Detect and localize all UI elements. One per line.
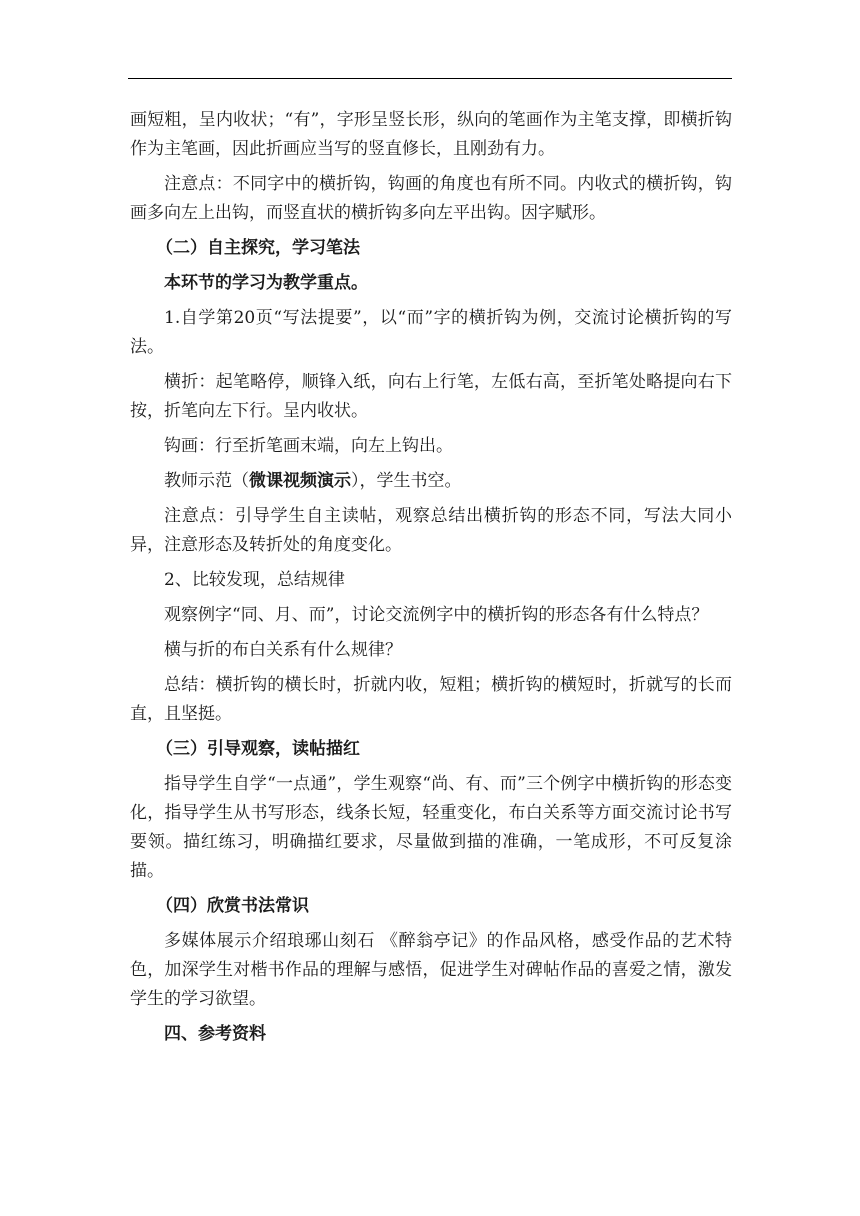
paragraph-multimedia: 多媒体展示介绍琅琊山刻石 《醉翁亭记》的作品风格，感受作品的艺术特色，加深学生对楷书作品的理解与感悟，促进学生对碑帖作品的喜爱之情，激发学生的学习欲望。 [130, 931, 732, 1009]
header-rule [128, 78, 732, 79]
paragraph-horizontal-fold: 横折：起笔略停，顺锋入纸，向右上行笔，左低右高，至折笔处略提向右下按，折笔向左下行。呈内收状。 [130, 372, 732, 421]
paragraph-guidance: 指导学生自学“一点通”，学生观察“尚、有、而”三个例字中横折钩的形态变化，指导学生从书写形态，线条长短，轻重变化，布白关系等方面交流讨论书写要领。描红练习，明确描红要求，尽量做到描的准确，一笔成形，不可反复涂描。 [130, 774, 732, 881]
paragraph-summary: 总结：横折钩的横长时，折就内收，短粗；横折钩的横短时，折就写的长而直，且坚挺。 [130, 675, 732, 724]
document-body [130, 106, 732, 1055]
paragraph-step-2: 2、比较发现，总结规律 [164, 570, 345, 590]
paragraph-key-point: 本环节的学习为教学重点。 [164, 273, 368, 293]
section-heading-references: 四、参考资料 [164, 1024, 266, 1044]
paragraph-observe-examples: 观察例字“同、月、而”，讨论交流例字中的横折钩的形态各有什么特点？ [164, 605, 709, 625]
teacher-demo-after: ），学生书空。 [351, 471, 462, 491]
paragraph-note-reading: 注意点：引导学生自主读帖，观察总结出横折钩的形态不同，写法大同小异，注意形态及转折处的角度变化。 [130, 506, 732, 555]
paragraph-hook-stroke: 钩画：行至折笔画末端，向左上钩出。 [164, 436, 453, 456]
section-heading-self-study: （二）自主探究，学习笔法 [156, 238, 360, 258]
paragraph-teacher-demo [130, 467, 732, 496]
paragraph-note-hook-angle: 注意点：不同字中的横折钩，钩画的角度也有所不同。内收式的横折钩，钩画多向左上出钩，而竖直状的横折钩多向左平出钩。因字赋形。 [130, 174, 732, 223]
paragraph-step-1: 1.自学第20页“写法提要”，以“而”字的横折钩为例，交流讨论横折钩的写法。 [130, 308, 732, 357]
paragraph-continuation: 画短粗，呈内收状；“有”，字形呈竖长形，纵向的笔画作为主笔支撑，即横折钩作为主笔画，因此折画应当写的竖直修长，且刚劲有力。 [130, 110, 732, 159]
section-heading-tracing: （三）引导观察，读帖描红 [156, 739, 360, 759]
paragraph-question: 横与折的布白关系有什么规律？ [164, 640, 402, 660]
teacher-demo-bold: 微课视频演示 [249, 471, 351, 491]
teacher-demo-before: 教师示范（ [164, 471, 249, 491]
section-heading-appreciation: （四）欣赏书法常识 [156, 896, 309, 916]
